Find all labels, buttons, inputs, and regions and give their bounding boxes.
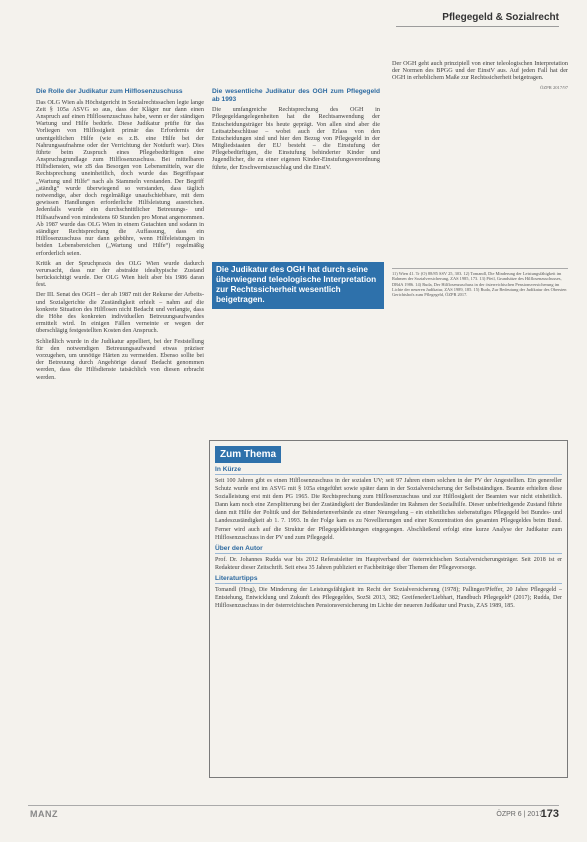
paragraph: Das OLG Wien als Höchstgericht in Sozialrechtssachen legte lange Zeit § 105a ASVG so aus, dass der Kläger nur dann einen Anspruch auf einen Hilflosenzuschuss habe, wenn er der ständigen Wartung und Hilfe bedürfe. Diese Judikatur prüfte für das Vorliegen von Hilflosigkeit primär das Erfordernis der unentgeltlichen Hilfe (wie es z.B. eine Hilfe bei der Nahrungsaufnahme oder der Verrichtung der Notdurft war). Dies führte beim Zuspruch eines Pflegebedürftigen eine Anspruchsgrundlage zum Hilflosenzuschuss. Bei mittelbaren Hilfsdiensten, wie zB das Besorgen von Lebensmitteln, war die Rechtsprechung uneinheitlich, doch wurde das Begriffspaar „Wartung und Hilfe“ nach als Stammeln verstanden. Der Begriff „ständig“ wurde überwiegend so verstanden, dass täglich notwendige, aber doch regelmäßige unaufschiebbare, mit dem gewissen Handlungen erforderliche Hilfsleistung ausreichen. Jedenfalls wurde ein durchschnittlicher Betreuungs- und Hilfsaufwand von mindestens 60 Stunden pro Monat angenommen. Ab 1987 wurde das OLG Wien in einem Gutachten und sodann in ständiger Rechtsprechung die Auffassung, dass ein Hilflosenzuschuss nur dann gebühre, wenn Hilfeleistungen in beiden Lebensbereichen („Wartung und Hilfe“) regelmäßig erforderlich seien. [36,98,204,257]
pull-quote: Die Judikatur des OGH hat durch seine überwiegend teleologische Interpretation zur Rechtssicherheit wesentlich beigetragen. [212,262,384,309]
thema-section-label: In Kürze [215,466,562,475]
thema-section [215,575,562,610]
column-1 [36,88,204,384]
thema-section [215,466,562,542]
section-heading: Die Rolle der Judikatur zum Hilflosenzuschuss [36,88,183,95]
zum-thema-heading: Zum Thema [215,446,281,463]
paragraph: Die umfangreiche Rechtsprechung des OGH in Pflegegeldangelegenheiten hat die Rechtsanwendung der Entscheidungsträger bis heute geprägt. Von allen sind aber die Leitsatzbeschlüsse – wobei auch der Erlass von den Entscheidungen sind und hier den Bezug von Pflegegeld in der Mitgliedstaaten der EU besteht – die Einstufung der Pflegebedürftigen, die Einstufung behinderter Kinder und Jugendlicher, die zu einer eigenen Kinder-Einstufungsverordnung führte, der Erschwerniszuschlag und die EinstV. [212,106,380,171]
thema-section-text: Seit 100 Jahren gibt es einen Hilflosenzuschuss in der sozialen UV; seit 97 Jahren einen solchen in der PV der Angestellten. Ein genereller Schutz wurde erst im ASVG mit § 105a eingeführt sowie später dann in der Sozialversicherung der Selbstständigen. Beamte erhielten diese Sozialleistung erst mit dem PG 1965. Die Rechtsprechung zum Hilflosenzuschuss und zur Hilflosigkeit der Beamten war nicht einheitlich. Dann kam noch eine Zersplitterung bei der Zuständigkeit der Bundesländer im Rahmen der Sozialhilfe. Dieser unbefriedigende Zustand führte dann mit Hilfe der Politik und der Behindertenverbände zu einer Neuregelung – ein einheitliches siebenstufiges Pflegegeld bei Bundes- und Landeszuständigkeit ab 1. 7. 1993. In der Folge kam es zu Novellierungen und einer Konzentration des gesamten Pflegegeldes beim Bund. Ferner wird auch auf die Struktur der Pflegegeldleistungen eingegangen. Abschließend erfolgt eine kurze Analyse der Judikatur zum Hilflosenzuschuss in der PV und zum Pflegegeld. [215,478,562,541]
publisher-logo: MANZ [30,809,58,819]
column-3 [392,60,568,90]
paragraph: Der OGH geht auch prinzipiell von einer teleologischen Interpretation der Normen des BPGG und der EinstV aus. Auf jeden Fall hat der OGH in erheblichem Maße zur Rechtssicherheit beigetragen. [392,60,568,82]
zum-thema-box [209,440,568,778]
paragraph: Der III. Senat des OGH – der ab 1987 mit der Rekurse der Arbeits- und Sozialgerichte die Zuständigkeit erhielt – nahm auf die konkrete Situation des Hilflosen nicht Bedacht und verlangte, dass die Höhe des konkreten individuellen Betreuungsaufwandes ermittelt wird. In einigen Fällen verneinte er wegen der überschlägig festgestellten Kosten den Anspruch. [36,291,204,335]
thema-section-text: Tomandl (Hrsg), Die Minderung der Leistungsfähigkeit im Recht der Sozialversicherung (1978); Pallinger/Pfeffer, 20 Jahre Pflegegeld – Entstehung, Entwicklung und Zukunft des Pflegegeldes, SozSi 2013, 382; Greifeneder/Liebhart, Handbuch Pflegegeld⁴ (2017); Rudda, Der Hilflosenzuschuss in der österreichischen Pensionsversicherung im Lichte der neueren Judikatur und Praxis, ZAS 1989, 185. [215,586,562,610]
thema-section-label: Literaturtipps [215,575,562,584]
paragraph: Schließlich wurde in die Judikatur appelliert, bei der Feststellung für den notwendigen Betreuungsaufwand etwas präziser vorzugehen, um unnötige Härten zu vermeiden. Ebenso sollte bei der Betreuung durch Angehörige darauf Bedacht genommen werden, dass die Hilfsdienste tatsächlich von diesen erbracht werden. [36,337,204,381]
section-heading: Die wesentliche Judikatur des OGH zum Pflegegeld ab 1993 [212,88,380,103]
header-rule [396,26,559,27]
footer-rule [28,805,559,806]
thema-section-label: Über den Autor [215,545,562,554]
issue-label: ÖZPR 6 | 2017 [496,811,543,818]
footnotes: 11) Wien 41. Tr (O) 88/85 SSV 25, 303. 12) Tomandl, Die Minderung der Leistungsfähigkeit im Rahmen der Sozialversicherung, ZAS 1985, 173. 13) Pfeil, Grundsätze des Hilflosenzuschusses, DRdA 1986. 14) Ruda, Der Hilflosenzuschuss in der österreichischen Pensionsversicherung im Lichte der neueren Judikatur, ZAS 1989, 185. 15) Ruda, Zur Bedeutung der Judikatur des Obersten Gerichtshofs zum Pflegegeld, ÖZPR 2017. [392,268,568,297]
thema-section [215,545,562,572]
citation-note: ÖZPR 2017/97 [540,84,568,90]
column-2 [212,88,380,174]
thema-section-text: Prof. Dr. Johannes Rudda war bis 2012 Referatsleiter im Hauptverband der österreichischen Sozialversicherungsträger. Seit 2018 ist er Redakteur dieser Zeitschrift. Seit etwa 35 Jahren publiziert er Fachbeiträge über Themen der Pflegevorsorge. [215,556,562,571]
page-number: 173 [540,808,559,820]
paragraph: Kritik an der Spruchpraxis des OLG Wien wurde dadurch verursacht, dass nur der abstrakte idealtypische Zustand berücksichtigt wurde. Der OLG Wien hielt aber bis 1986 daran fest. [36,259,204,289]
running-head: Pflegegeld & Sozialrecht [442,12,559,23]
